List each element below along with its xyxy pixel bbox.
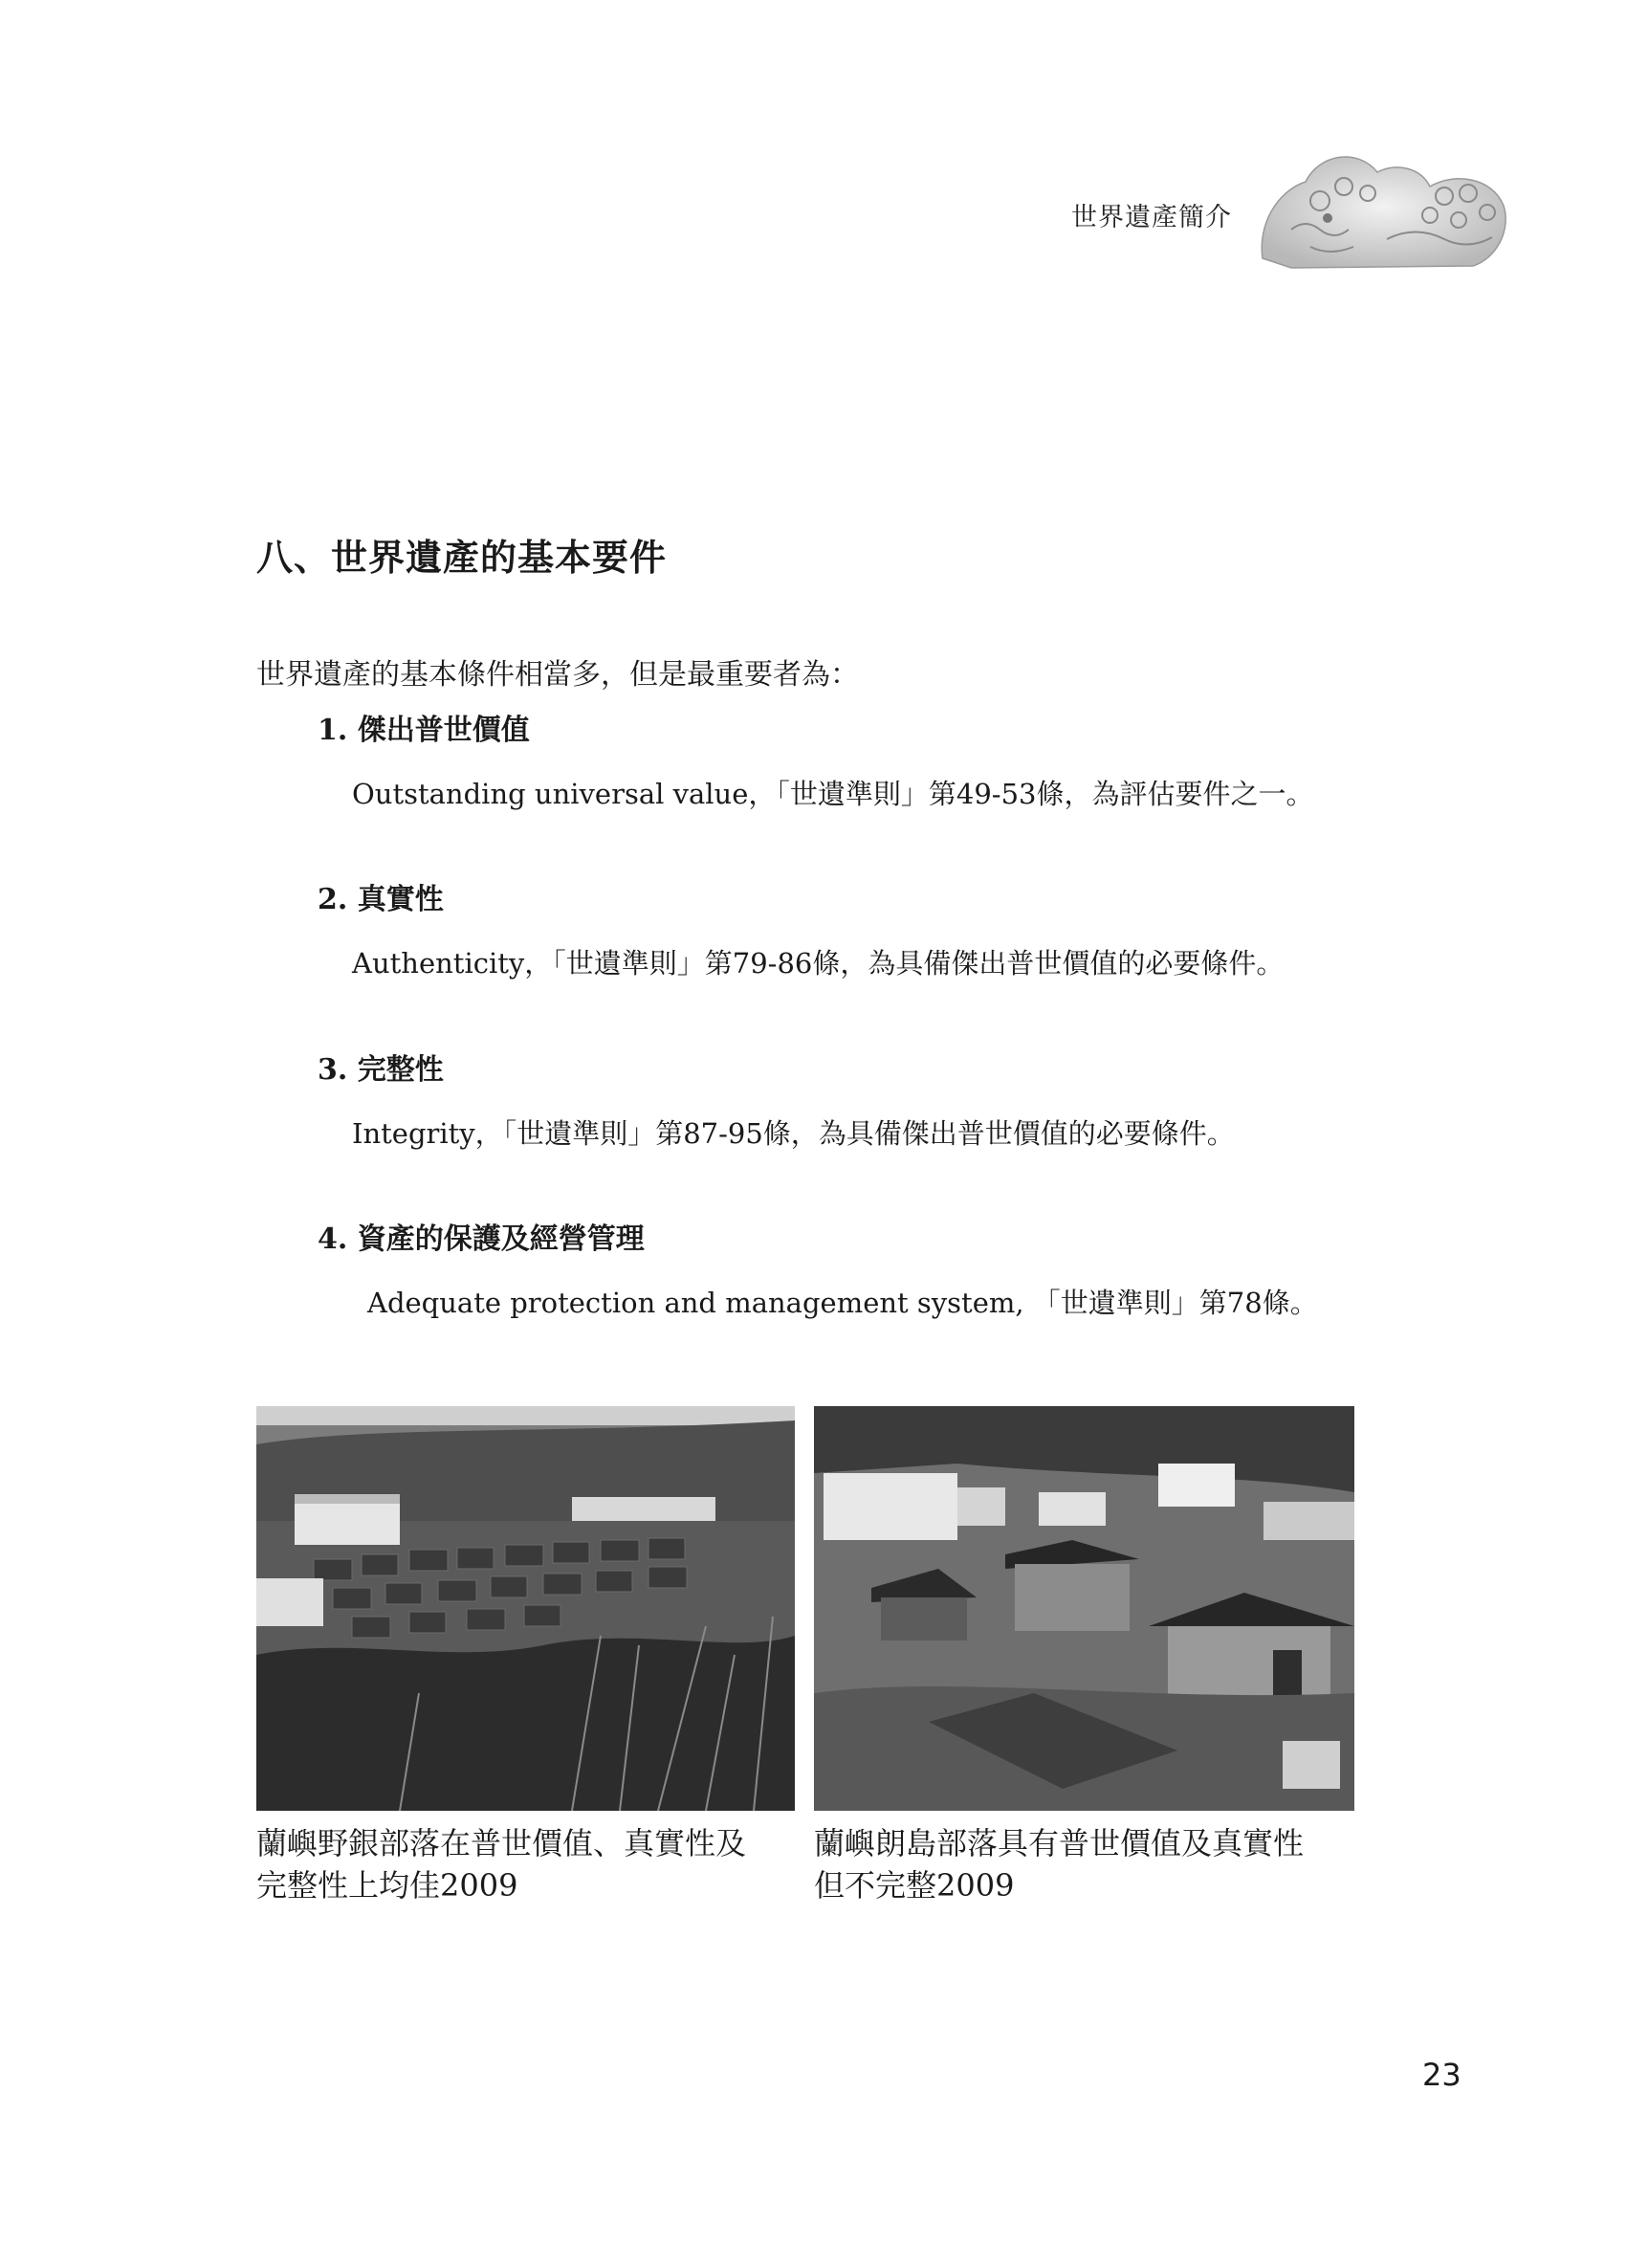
page-number: 23 [1422,2057,1461,2093]
photo-caption-1: 蘭嶼野銀部落在普世價值、真實性及 完整性上均佳2009 [256,1825,747,1904]
requirement-4 [318,1215,1318,1321]
photo-yeyin-village [256,1406,795,1811]
section-heading: 八、世界遺產的基本要件 [256,536,668,579]
requirement-desc: Adequate protection and management system, 「世遺準則」第78條。 [367,1287,1318,1319]
requirement-title: 1. 傑出普世價值 [318,714,530,747]
intro-text: 世界遺產的基本條件相當多，但是最重要者為： [256,658,859,692]
requirement-3 [318,1046,1235,1152]
requirement-title: 4. 資產的保護及經營管理 [318,1222,645,1256]
header-title: 世界遺產簡介 [1071,203,1232,232]
requirement-desc: Authenticity，「世遺準則」第79-86條，為具備傑出普世價值的必要條件。 [352,947,1285,980]
requirement-1 [318,706,1314,812]
photo-caption-2: 蘭嶼朗島部落具有普世價值及真實性 但不完整2009 [814,1825,1305,1904]
requirement-desc: Outstanding universal value，「世遺準則」第49-53條，為評估要件之一。 [352,778,1314,810]
requirement-title: 3. 完整性 [318,1053,444,1087]
photo-langdao-village [814,1406,1354,1811]
requirement-desc: Integrity，「世遺準則」第87-95條，為具備傑出普世價值的必要條件。 [352,1117,1235,1150]
stone-lion-emblem [1253,134,1511,277]
requirement-2 [318,875,1284,981]
requirement-title: 2. 真實性 [318,883,444,916]
